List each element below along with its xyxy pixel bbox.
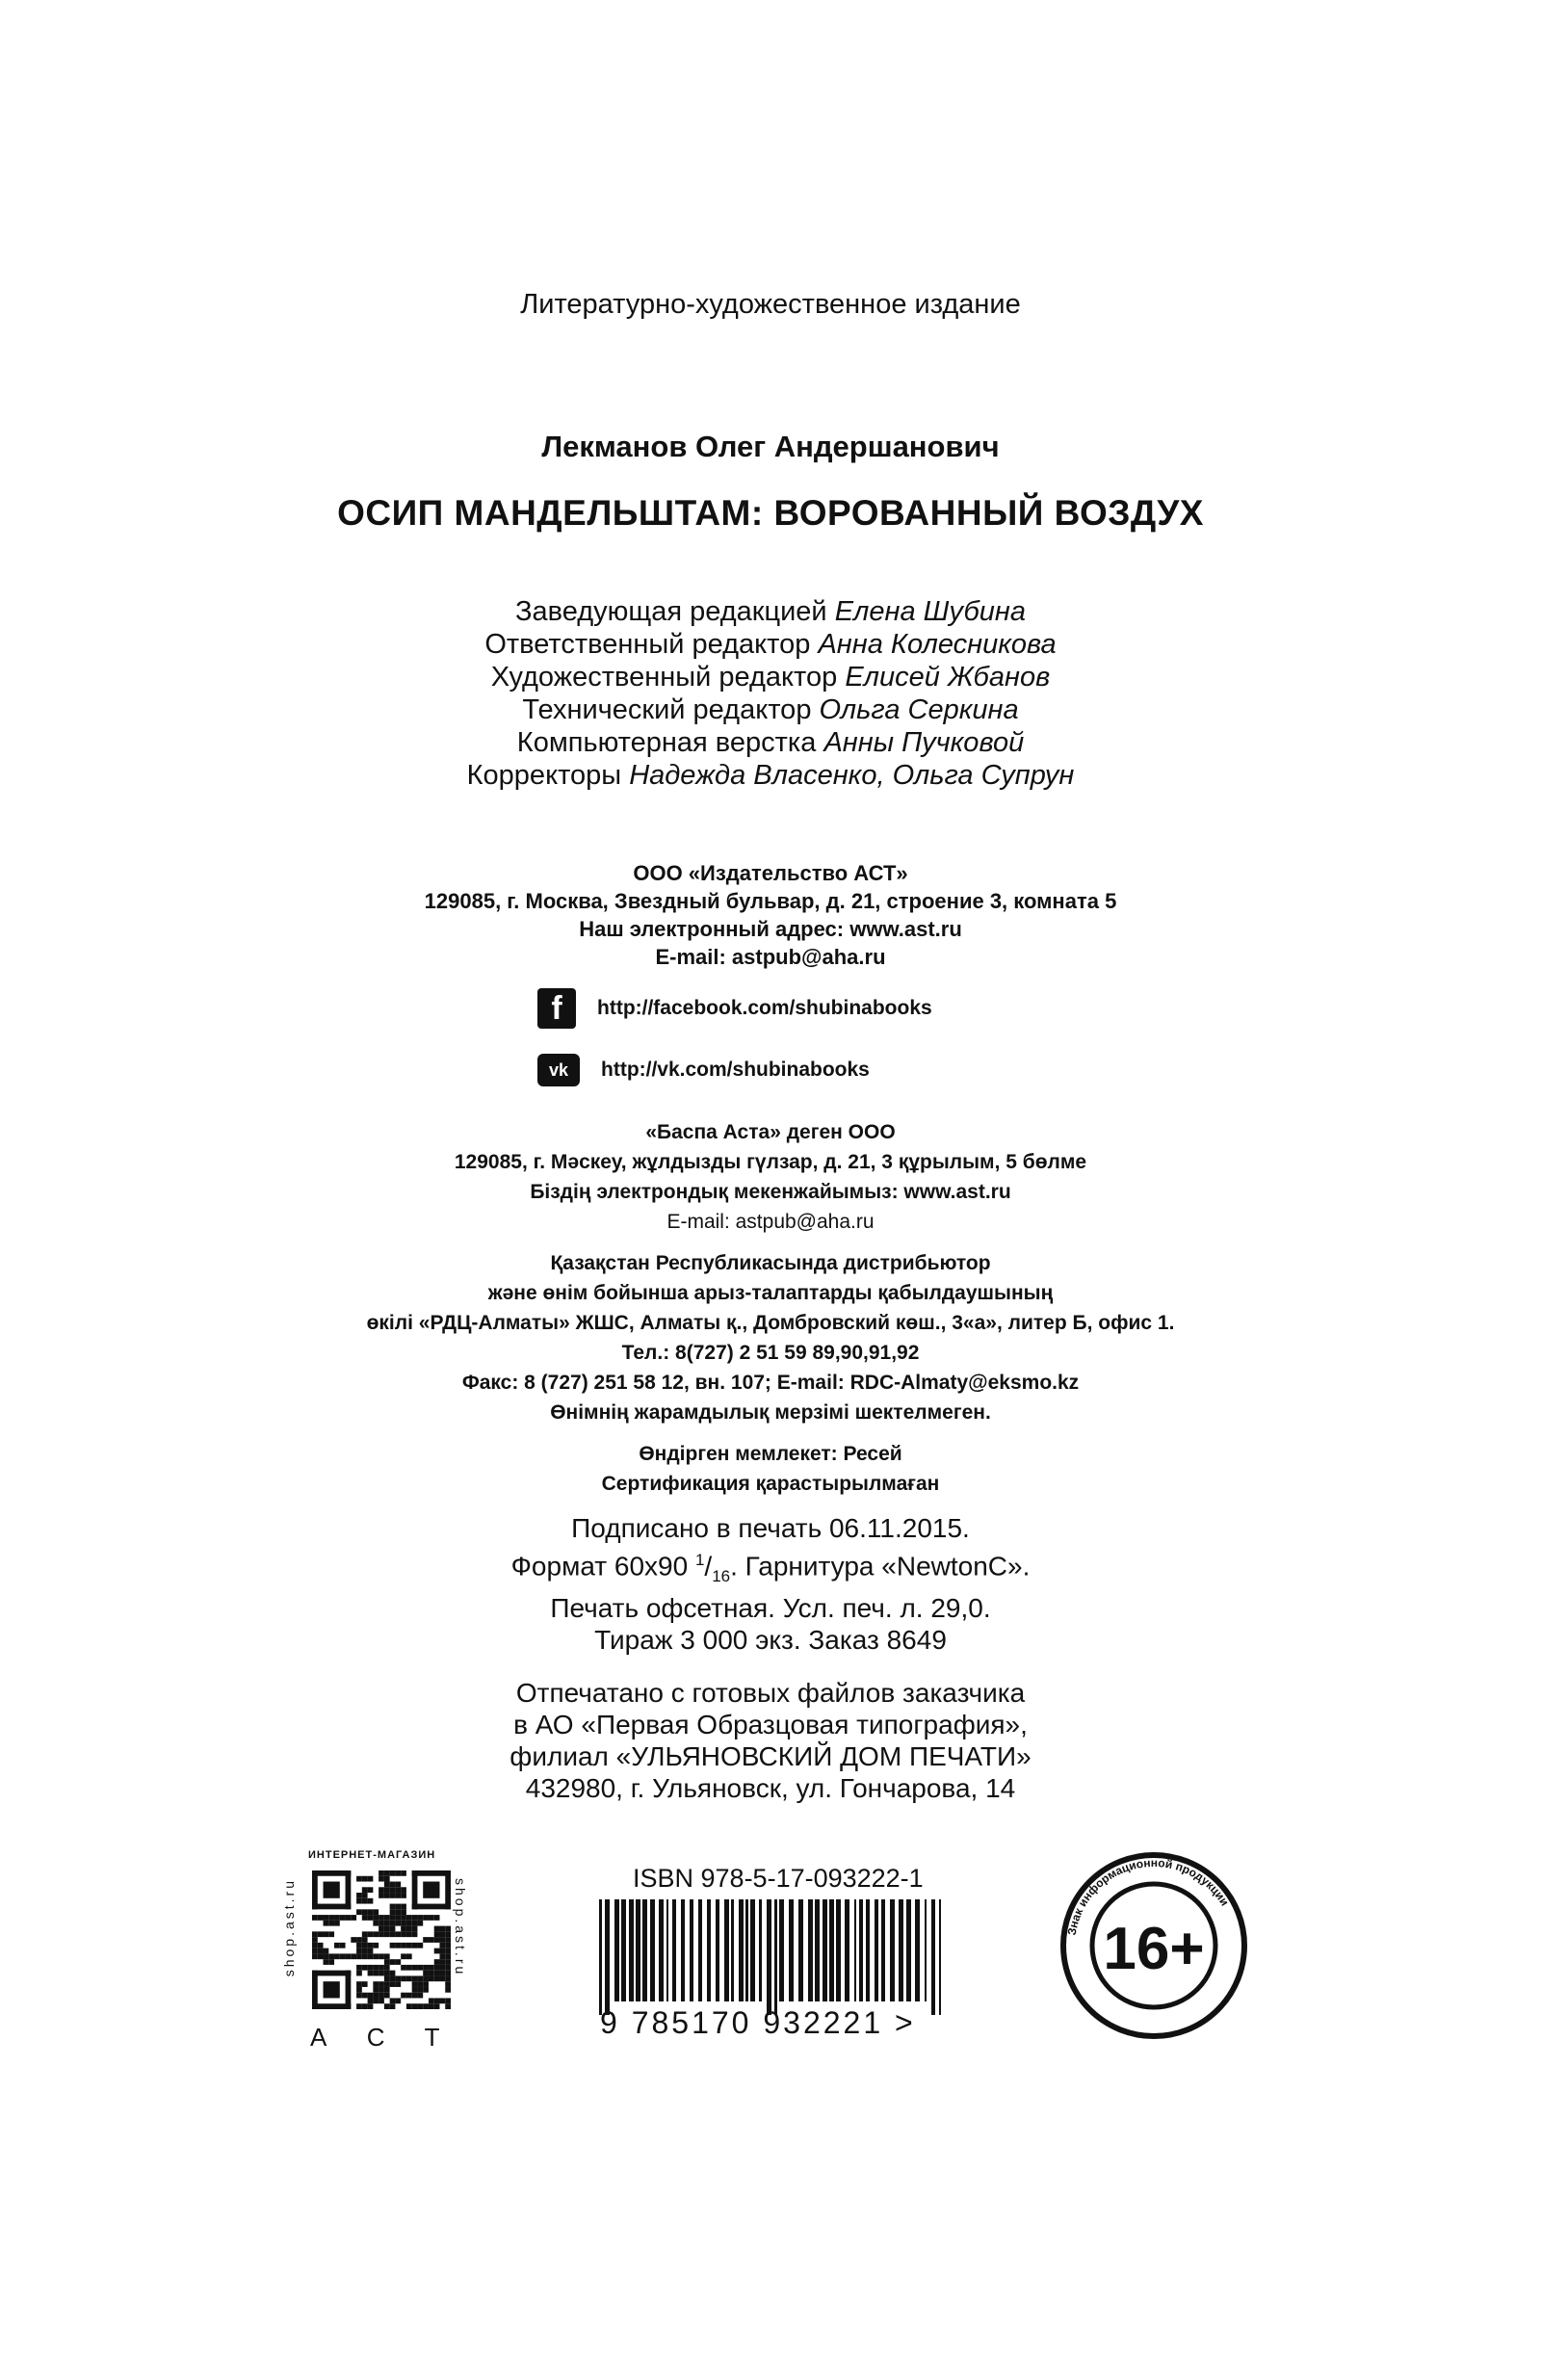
credit-role: Ответственный редактор (484, 629, 811, 660)
credit-line (0, 628, 1541, 661)
credit-name: Анна Колесникова (818, 629, 1057, 660)
run-line: Тираж 3 000 экз. Заказ 8649 (594, 1624, 947, 1655)
credit-line (0, 759, 1541, 792)
printing-line: Печать офсетная. Усл. печ. л. 29,0. (550, 1592, 991, 1623)
credit-line (0, 595, 1541, 628)
format-prefix: Формат 60х90 (510, 1551, 695, 1582)
shop-url-right: shop.ast.ru (453, 1878, 468, 1977)
publisher-web: Наш электронный адрес: www.ast.ru (579, 917, 962, 941)
kz-line: Өндірген мемлекет: Ресей (639, 1443, 902, 1465)
kz-line: Біздің электрондық мекенжайымыз: www.ast.ru (530, 1181, 1011, 1203)
credits-block (0, 595, 1541, 792)
age-rating-badge (1058, 1849, 1250, 2042)
printer-line: Отпечатано с готовых файлов заказчика (515, 1677, 1026, 1708)
kz-line: өкілі «РДЦ-Алматы» ЖШС, Алматы қ., Домбровский көш., 3«а», литер Б, офис 1. (366, 1312, 1175, 1334)
publisher-block (0, 859, 1541, 971)
shop-label: ИНТЕРНЕТ-МАГАЗИН (308, 1849, 436, 1861)
kz-line: E-mail: astpub@aha.ru (666, 1211, 875, 1233)
kz-line: Тел.: 8(727) 2 51 59 89,90,91,92 (621, 1342, 920, 1364)
kz-line: Қазақстан Республикасында дистрибьютор (550, 1252, 991, 1274)
vk-link[interactable] (537, 1054, 870, 1086)
barcode (597, 1899, 946, 2015)
credit-name: Елисей Жбанов (845, 662, 1051, 693)
kz-line: «Баспа Аста» деген ООО (645, 1121, 896, 1143)
qr-block (279, 1849, 481, 2080)
credit-line (0, 693, 1541, 726)
kz-line: Өнімнің жарамдылық мерзімі шектелмеген. (550, 1401, 991, 1424)
format-den: 16 (712, 1566, 731, 1585)
format-suffix: . Гарнитура «NewtonC». (730, 1551, 1031, 1582)
shop-url-left: shop.ast.ru (281, 1878, 297, 1977)
credit-name: Елена Шубина (834, 596, 1027, 627)
author-name: Лекманов Олег Андершанович (541, 430, 1000, 463)
publisher-address: 129085, г. Москва, Звездный бульвар, д. 21, строение 3, комната 5 (424, 889, 1117, 913)
credit-name: Надежда Власенко, Ольга Супрун (629, 760, 1075, 791)
ast-brand: АСТ (310, 2023, 481, 2052)
printer-line: в АО «Первая Образцовая типография», (513, 1709, 1028, 1739)
qr-code[interactable] (312, 1870, 451, 2009)
credit-name: Анны Пучковой (823, 727, 1025, 758)
printer-line: 432980, г. Ульяновск, ул. Гончарова, 14 (525, 1772, 1016, 1803)
kz-line: Факс: 8 (727) 251 58 12, вн. 107; E-mail: RDC-Almaty@eksmo.kz (461, 1372, 1080, 1394)
isbn-label: ISBN 978-5-17-093222-1 (633, 1864, 924, 1893)
rating-ring-text: Знак информационной продукции (1064, 1855, 1232, 1937)
credit-role: Технический редактор (522, 694, 812, 725)
credit-role: Художественный редактор (490, 662, 838, 693)
facebook-link[interactable] (537, 988, 932, 1029)
publisher-name: ООО «Издательство АСТ» (633, 861, 908, 885)
publisher-email: E-mail: astpub@aha.ru (655, 945, 886, 969)
credit-name: Ольга Серкина (819, 694, 1019, 725)
kz-line: 129085, г. Мәскеу, жұлдызды гүлзар, д. 21, 3 құрылым, 5 бөлме (454, 1151, 1087, 1173)
facebook-url[interactable]: http://facebook.com/shubinabooks (597, 997, 932, 1019)
credit-role: Компьютерная верстка (516, 727, 817, 758)
vk-url[interactable]: http://vk.com/shubinabooks (601, 1059, 870, 1081)
genre-label: Литературно-художественное издание (520, 289, 1021, 320)
age-rating-text: 16+ (1103, 1916, 1205, 1982)
kz-line: Сертификация қарастырылмаған (601, 1473, 940, 1495)
credit-line (0, 661, 1541, 693)
credit-role: Корректоры (466, 760, 622, 791)
credit-line (0, 726, 1541, 759)
printer-line: филиал «УЛЬЯНОВСКИЙ ДОМ ПЕЧАТИ» (509, 1740, 1032, 1771)
kz-line: және өнім бойынша арыз-талаптарды қабылдаушының (487, 1282, 1054, 1304)
format-num: 1 (694, 1551, 705, 1569)
facebook-icon: f (537, 988, 576, 1029)
book-title: ОСИП МАНДЕЛЬШТАМ: ВОРОВАННЫЙ ВОЗДУХ (337, 493, 1204, 533)
print-info (0, 1512, 1541, 1804)
kazakh-block (0, 1117, 1541, 1499)
format-line: Формат 60х90 $^1/_{16}$. Гарнитура «NewtonC». (510, 1551, 1031, 1585)
credit-role: Заведующая редакцией (514, 596, 827, 627)
signed-date: Подписано в печать 06.11.2015. (571, 1513, 970, 1543)
barcode-digits: 9 785170 932221 > (600, 2005, 916, 2040)
vk-icon: vk (537, 1054, 580, 1086)
